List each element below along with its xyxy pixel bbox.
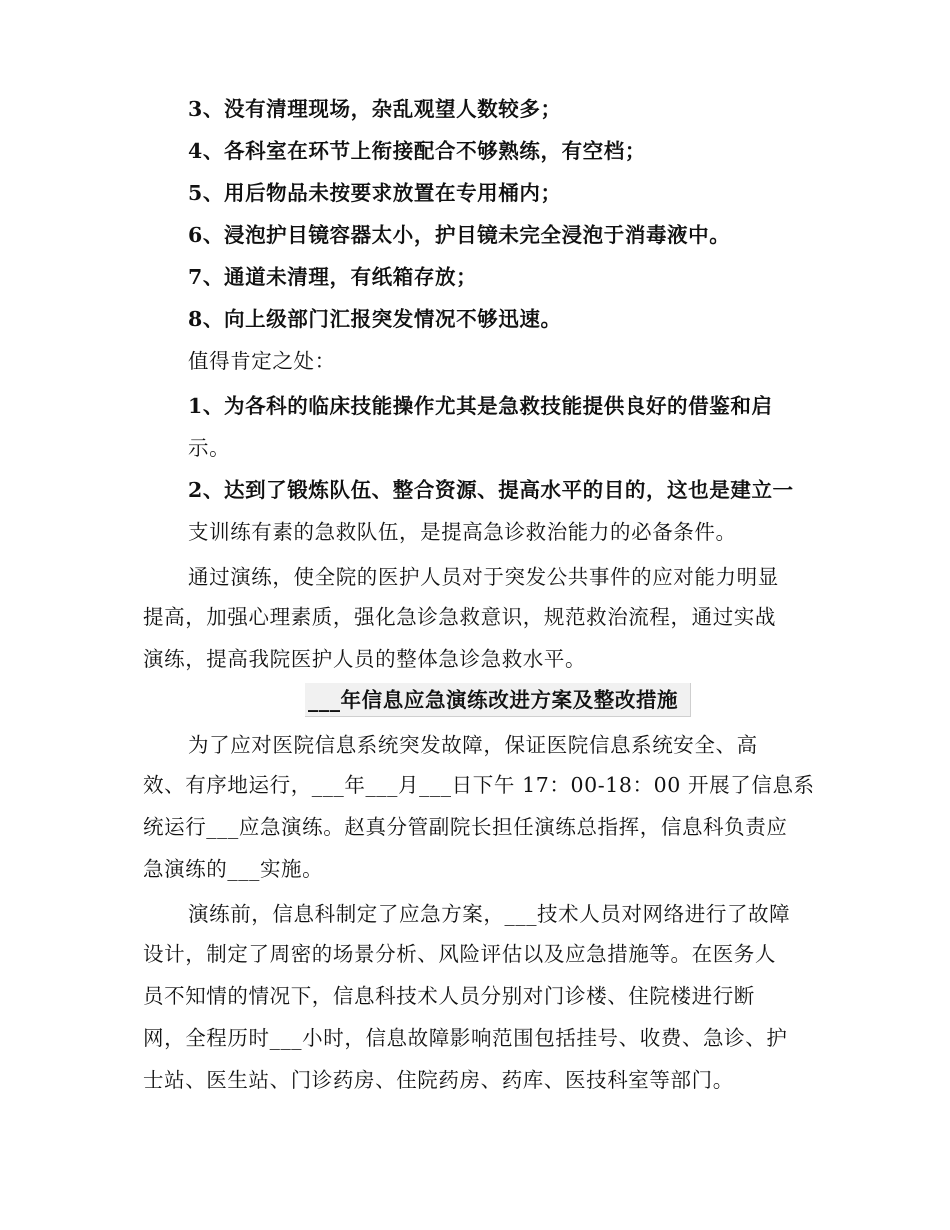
paragraph2-line-1: 演练前，信息科制定了应急方案，___技术人员对网络进行了故障 [188, 902, 791, 926]
summary-line-3: 演练，提高我院医护人员的整体急诊急救水平。 [143, 647, 587, 671]
list-item-6: 6、浸泡护目镜容器太小，护目镜未完全浸泡于消毒液中。 [188, 223, 731, 247]
list-item-8: 8、向上级部门汇报突发情况不够迅速。 [188, 307, 562, 331]
paragraph2-line-2: 设计，制定了周密的场景分析、风险评估以及应急措施等。在医务人 [143, 942, 776, 966]
list-item-3: 3、没有清理现场，杂乱观望人数较多； [188, 97, 562, 121]
positive-item-1-line1: 1、为各科的临床技能操作尤其是急救技能提供良好的借鉴和启 [188, 394, 773, 418]
paragraph1-line-3: 统运行___应急演练。赵真分管副院长担任演练总指挥，信息科负责应 [143, 815, 788, 839]
paragraph1-line-2: 效、有序地运行，___年___月___日下午 17：00-18：00 开展了信息系 [143, 773, 815, 797]
list-item-4: 4、各科室在环节上衔接配合不够熟练，有空档； [188, 139, 646, 163]
summary-line-1: 通过演练，使全院的医护人员对于突发公共事件的应对能力明显 [188, 565, 779, 589]
list-item-7: 7、通道未清理，有纸箱存放； [188, 265, 478, 289]
paragraph2-line-3: 员不知情的情况下，信息科技术人员分别对门诊楼、住院楼进行断 [143, 984, 755, 1008]
paragraph2-line-4: 网，全程历时___小时，信息故障影响范围包括挂号、收费、急诊、护 [143, 1026, 788, 1050]
positive-item-2-line1: 2、达到了锻炼队伍、整合资源、提高水平的目的，这也是建立一 [188, 478, 794, 502]
positive-heading: 值得肯定之处： [188, 349, 336, 373]
positive-item-1-line2: 示。 [188, 436, 231, 460]
list-item-5: 5、用后物品未按要求放置在专用桶内； [188, 181, 562, 205]
summary-line-2: 提高，加强心理素质，强化急诊急救意识，规范救治流程，通过实战 [143, 605, 776, 629]
paragraph1-line-4: 急演练的___实施。 [143, 857, 324, 881]
section-title: ___年信息应急演练改进方案及整改措施 [305, 683, 691, 717]
paragraph2-line-5: 士站、医生站、门诊药房、住院药房、药库、医技科室等部门。 [143, 1068, 734, 1092]
positive-item-2-line2: 支训练有素的急救队伍，是提高急诊救治能力的必备条件。 [188, 520, 737, 544]
paragraph1-line-1: 为了应对医院信息系统突发故障，保证医院信息系统安全、高 [188, 733, 758, 757]
